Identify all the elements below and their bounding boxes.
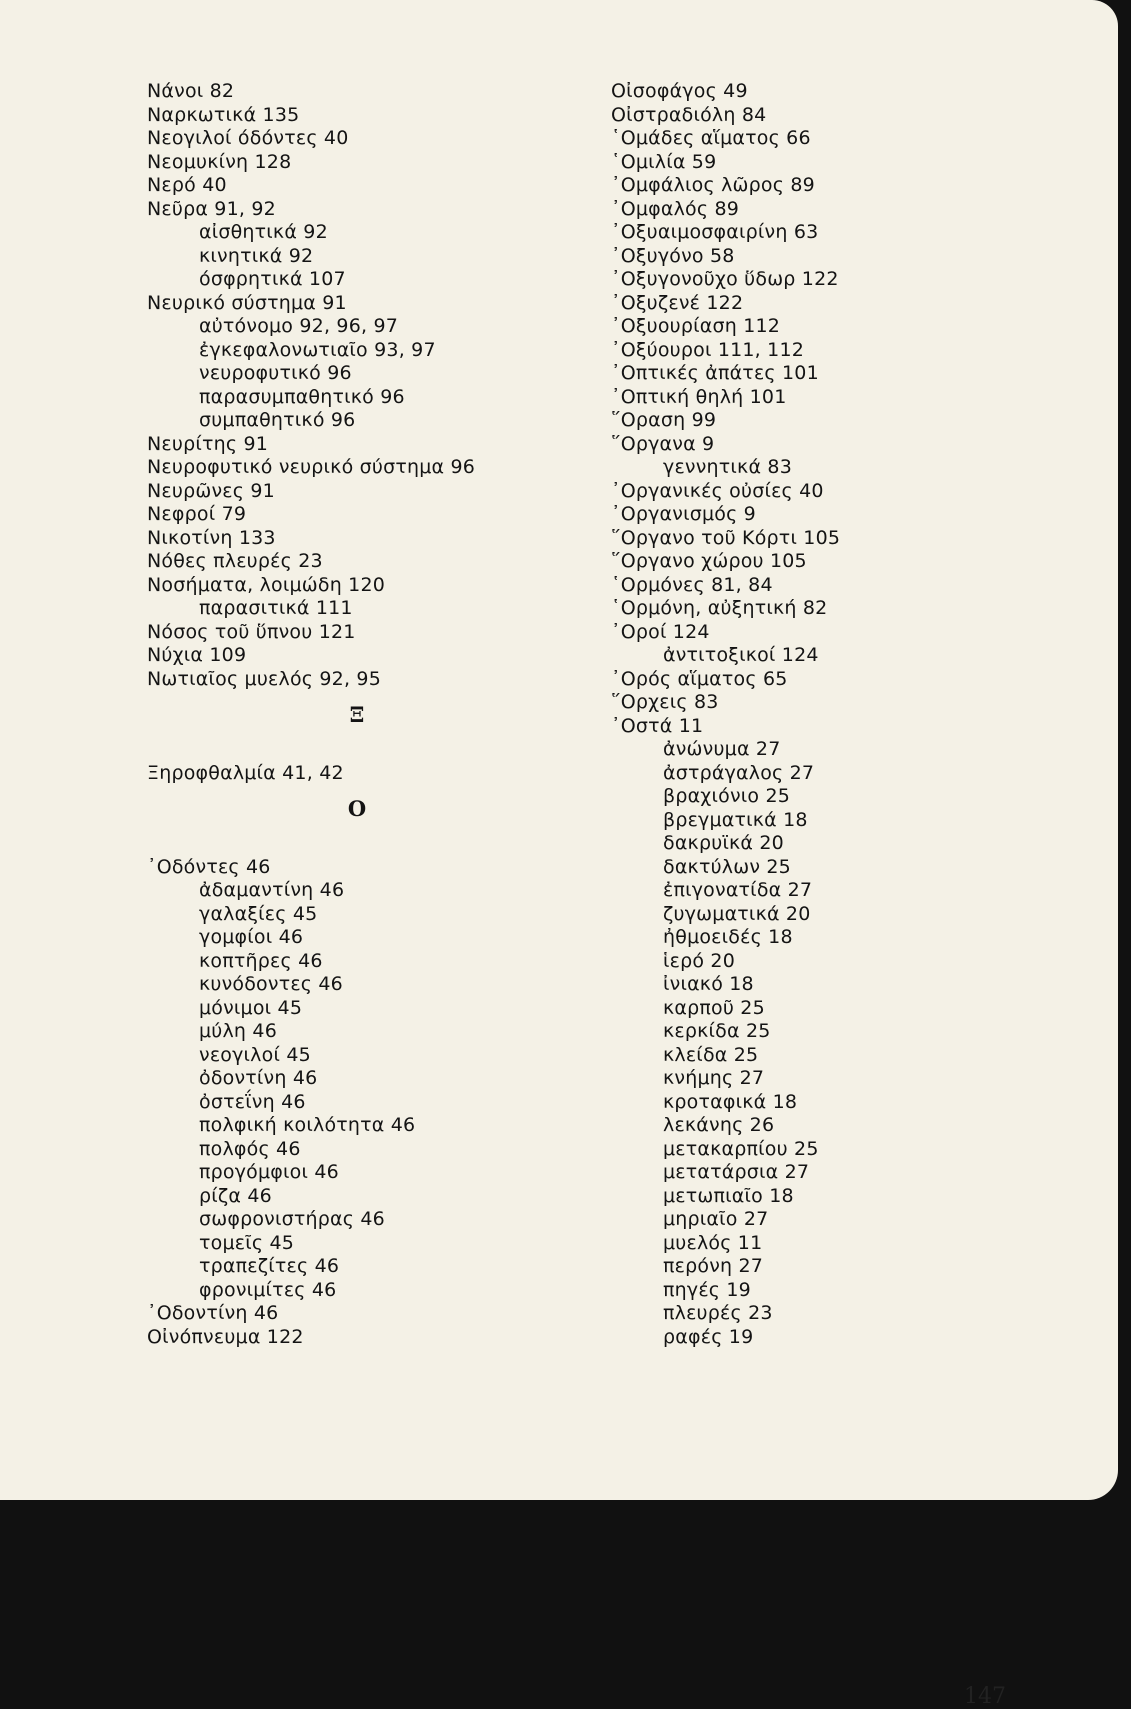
index-subentry: παρασυμπαθητικό 96 bbox=[199, 385, 405, 408]
index-subentry: γαλαξίες 45 bbox=[199, 902, 318, 925]
index-subentry: δακτύλων 25 bbox=[663, 855, 791, 878]
index-entry: ᾿Οξύουροι 111, 112 bbox=[611, 338, 805, 361]
index-subentry: ἀστράγαλος 27 bbox=[663, 761, 815, 784]
index-subentry: κνήμης 27 bbox=[663, 1067, 765, 1089]
index-entry: Νικοτίνη 133 bbox=[147, 526, 276, 549]
index-subentry: παρασιτικά 111 bbox=[199, 597, 353, 619]
index-subentry: ἱερό 20 bbox=[663, 949, 736, 972]
index-subentry: καρποῦ 25 bbox=[663, 996, 765, 1019]
index-subentry: γομφίοι 46 bbox=[199, 926, 304, 948]
index-subentry: ἠθμοειδές 18 bbox=[663, 926, 793, 948]
section-letter: Ξ bbox=[349, 702, 365, 727]
index-subentry: μετατάρσια 27 bbox=[663, 1161, 810, 1183]
index-entry: Νεφροί 79 bbox=[147, 503, 247, 525]
index-subentry: ἀντιτοξικοί 124 bbox=[663, 644, 819, 666]
index-subentry: βραχιόνιο 25 bbox=[663, 785, 791, 807]
index-subentry: προγόμφιοι 46 bbox=[199, 1161, 339, 1183]
spacer bbox=[147, 832, 567, 856]
page-number: 147 bbox=[964, 1684, 1006, 1709]
index-subentry: μυελός 11 bbox=[663, 1231, 763, 1254]
index-subentry: συμπαθητικό 96 bbox=[199, 409, 356, 431]
index-subentry: αὐτόνομο 92, 96, 97 bbox=[199, 315, 399, 337]
index-entry: ᾿Οργανισμός 9 bbox=[611, 503, 756, 525]
index-entry: ῞Οργανο χώρου 105 bbox=[611, 550, 807, 572]
index-entry: ῞Οργανα 9 bbox=[611, 432, 715, 455]
index-entry: ῞Οραση 99 bbox=[611, 409, 717, 431]
index-subentry: λεκάνης 26 bbox=[663, 1114, 775, 1136]
index-entry: ᾿Οξυαιμοσφαιρίνη 63 bbox=[611, 221, 819, 243]
index-subentry: αἰσθητικά 92 bbox=[199, 221, 328, 243]
index-entry: ᾿Οδόντες 46 bbox=[147, 855, 271, 878]
index-entry: Νάνοι 82 bbox=[147, 80, 235, 102]
index-entry: ᾿Οξυγόνο 58 bbox=[611, 244, 735, 267]
index-entry: Ναρκωτικά 135 bbox=[147, 103, 300, 126]
index-entry: ᾿Οξυζενέ 122 bbox=[611, 291, 744, 314]
index-entry: ῾Ορμόνη, αὐξητική 82 bbox=[611, 597, 828, 619]
index-entry: ᾿Ομφαλός 89 bbox=[611, 197, 740, 220]
index-entry: Νωτιαῖος μυελός 92, 95 bbox=[147, 667, 382, 690]
index-column-right bbox=[611, 80, 1031, 1349]
index-entry: Νεομυκίνη 128 bbox=[147, 150, 292, 173]
index-subentry: μετωπιαῖο 18 bbox=[663, 1184, 794, 1207]
index-subentry: ἰνιακό 18 bbox=[663, 973, 754, 995]
index-subentry: μετακαρπίου 25 bbox=[663, 1137, 819, 1160]
index-subentry: κροταφικά 18 bbox=[663, 1090, 798, 1113]
index-entry: ῞Ορχεις 83 bbox=[611, 691, 719, 713]
index-entry: ᾿Οδοντίνη 46 bbox=[147, 1302, 279, 1324]
index-entry: Νευροφυτικό νευρικό σύστημα 96 bbox=[147, 456, 476, 478]
index-subentry: μόνιμοι 45 bbox=[199, 996, 303, 1019]
index-subentry: μύλη 46 bbox=[199, 1020, 277, 1042]
index-subentry: ρίζα 46 bbox=[199, 1184, 272, 1207]
index-subentry: ραφές 19 bbox=[663, 1325, 754, 1348]
index-subentry: μηριαῖο 27 bbox=[663, 1208, 769, 1230]
index-subentry: κερκίδα 25 bbox=[663, 1020, 771, 1042]
index-entry: Νευρῶνες 91 bbox=[147, 479, 275, 502]
index-entry: ῾Ομάδες αἵματος 66 bbox=[611, 127, 811, 149]
index-entry: Οἰσοφάγος 49 bbox=[611, 80, 748, 102]
index-subentry: όσφρητικά 107 bbox=[199, 268, 346, 290]
index-subentry: γεννητικά 83 bbox=[663, 456, 792, 478]
section-letter: Ο bbox=[347, 796, 367, 821]
index-entry: ῾Ορμόνες 81, 84 bbox=[611, 573, 773, 596]
index-subentry: τομεῖς 45 bbox=[199, 1231, 295, 1254]
index-entry: Νερό 40 bbox=[147, 174, 227, 196]
index-entry: ᾿Ομφάλιος λῶρος 89 bbox=[611, 174, 815, 196]
index-entry: ᾿Οπτικές ἀπάτες 101 bbox=[611, 362, 819, 384]
index-entry: Νόσος τοῦ ὕπνου 121 bbox=[147, 620, 356, 643]
index-subentry: ἀνώνυμα 27 bbox=[663, 738, 781, 760]
index-subentry: κυνόδοντες 46 bbox=[199, 973, 343, 995]
index-entry: Νεογιλοί όδόντες 40 bbox=[147, 127, 349, 149]
index-subentry: ἐγκεφαλονωτιαῖο 93, 97 bbox=[199, 338, 436, 361]
index-subentry: φρονιμίτες 46 bbox=[199, 1278, 337, 1301]
index-column-left bbox=[147, 80, 567, 1349]
index-entry: Οἰνόπνευμα 122 bbox=[147, 1325, 304, 1348]
index-entry: ᾿Οξυγονοῦχο ὕδωρ 122 bbox=[611, 268, 839, 290]
index-subentry: ζυγωματικά 20 bbox=[663, 902, 811, 925]
index-subentry: πλευρές 23 bbox=[663, 1302, 773, 1324]
index-entry: ῞Οργανο τοῦ Κόρτι 105 bbox=[611, 526, 841, 549]
index-subentry: κοπτῆρες 46 bbox=[199, 949, 323, 972]
index-entry: ῾Ομιλία 59 bbox=[611, 150, 717, 173]
index-subentry: ὀδοντίνη 46 bbox=[199, 1067, 318, 1089]
index-subentry: νεογιλοί 45 bbox=[199, 1043, 311, 1066]
index-subentry: κινητικά 92 bbox=[199, 244, 314, 267]
index-entry: ᾿Ορός αἵματος 65 bbox=[611, 667, 788, 690]
index-entry: Νύχια 109 bbox=[147, 644, 247, 666]
index-entry: Νοσήματα, λοιμώδη 120 bbox=[147, 573, 386, 596]
index-subentry: ἐπιγονατίδα 27 bbox=[663, 879, 813, 901]
index-entry: ᾿Οργανικές οὐσίες 40 bbox=[611, 479, 824, 502]
index-entry: Νευρικό σύστημα 91 bbox=[147, 291, 347, 314]
index-subentry: ἀδαμαντίνη 46 bbox=[199, 879, 345, 901]
index-entry: Νόθες πλευρές 23 bbox=[147, 550, 323, 572]
index-subentry: σωφρονιστήρας 46 bbox=[199, 1208, 385, 1230]
index-entry: Οἰστραδιόλη 84 bbox=[611, 103, 767, 126]
index-entry: Ξηροφθαλμία 41, 42 bbox=[147, 761, 344, 784]
index-entry: ᾿Οροί 124 bbox=[611, 620, 710, 643]
index-entry: ᾿Οξυουρίαση 112 bbox=[611, 315, 781, 337]
index-subentry: κλείδα 25 bbox=[663, 1043, 759, 1066]
index-subentry: πολφός 46 bbox=[199, 1137, 301, 1160]
index-subentry: περόνη 27 bbox=[663, 1255, 764, 1277]
index-subentry: πολφική κοιλότητα 46 bbox=[199, 1114, 416, 1136]
index-subentry: πηγές 19 bbox=[663, 1278, 751, 1301]
index-entry: Νευρίτης 91 bbox=[147, 432, 269, 455]
spacer bbox=[147, 738, 567, 762]
index-subentry: βρεγματικά 18 bbox=[663, 808, 808, 831]
index-entry: ᾿Οπτική θηλή 101 bbox=[611, 385, 787, 408]
index-subentry: δακρυϊκά 20 bbox=[663, 832, 784, 854]
index-subentry: τραπεζίτες 46 bbox=[199, 1255, 340, 1277]
index-subentry: ὀστεΐνη 46 bbox=[199, 1090, 306, 1113]
index-subentry: νευροφυτικό 96 bbox=[199, 362, 352, 384]
index-entry: Νεῦρα 91, 92 bbox=[147, 197, 276, 220]
index-entry: ᾿Οστά 11 bbox=[611, 714, 704, 737]
